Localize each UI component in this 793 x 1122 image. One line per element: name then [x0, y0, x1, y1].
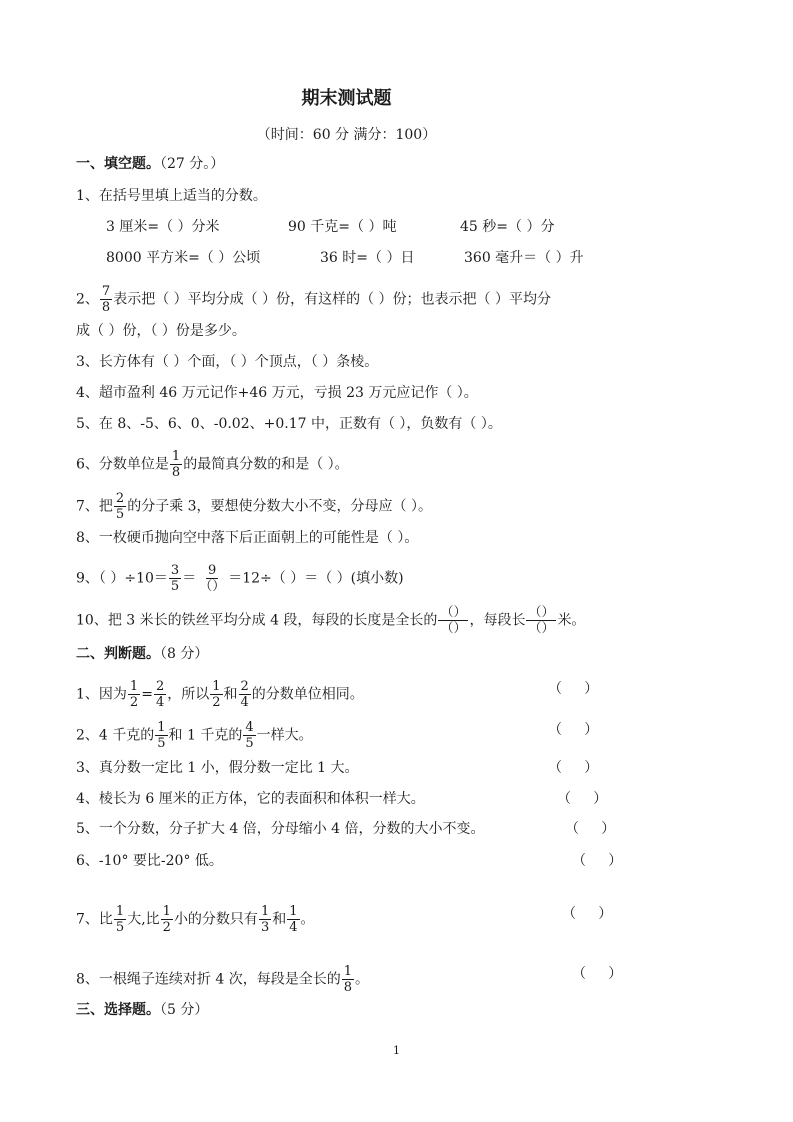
- question-3: 3、长方体有（ ）个面，（ ）个顶点，（ ）条棱。: [76, 354, 379, 370]
- question-5: 5、在 8、-5、6、0、-0.02、+0.17 中，正数有（ ），负数有（ ）。: [76, 416, 502, 432]
- page-number: 1: [393, 1044, 400, 1057]
- fraction: $\frac{1}{5}$: [157, 720, 166, 751]
- q1-item-a3: 45 秒=（ ）分: [460, 219, 555, 235]
- judge-5: 5、一个分数，分子扩大 4 倍，分母缩小 4 倍，分数的大小不变。: [76, 821, 485, 837]
- judge-6: 6、-10° 要比-20° 低。: [76, 853, 223, 869]
- judge-5-answer-blank[interactable]: （ ）: [565, 821, 616, 837]
- fraction: $\frac{1}{2}$: [212, 679, 221, 710]
- fraction-blank: （） （）: [440, 605, 467, 636]
- question-9: 9、（ ）÷10＝ $\frac{3}{5}$ ＝ 9 （） ＝12÷（ ）＝（ ）(填小数): [76, 563, 404, 594]
- q1-item-a2: 90 千克=（ ）吨: [288, 219, 397, 235]
- judge-1-answer-blank[interactable]: （ ）: [548, 681, 599, 697]
- section-true-false-heading: 二、判断题。（8 分）: [76, 646, 209, 662]
- q1-item-a1: 3 厘米=（ ）分米: [106, 219, 220, 235]
- judge-2-answer-blank[interactable]: （ ）: [548, 722, 599, 738]
- judge-6-answer-blank[interactable]: （ ）: [572, 853, 623, 869]
- fraction: $\frac{4}{5}$: [245, 720, 254, 751]
- question-1: 1、在括号里填上适当的分数。: [76, 188, 267, 204]
- judge-4-answer-blank[interactable]: （ ）: [557, 791, 608, 807]
- judge-4: 4、棱长为 6 厘米的正方体，它的表面积和体积一样大。: [76, 791, 425, 807]
- fraction: $\frac{1}{3}$: [260, 904, 270, 935]
- fraction: $\frac{7}{8}$: [101, 284, 111, 315]
- judge-7-answer-blank[interactable]: （ ）: [562, 906, 613, 922]
- judge-1: 1、因为 $\frac{1}{2}$ = $\frac{2}{4}$ ，所以 $\frac{1}{2}$ 和 $\frac{2}{4}$ 的分数单位相同。: [76, 679, 364, 710]
- judge-8-answer-blank[interactable]: （ ）: [572, 966, 623, 982]
- exam-subtitle: （时间：60 分 满分：100）: [256, 127, 437, 143]
- fraction: $\frac{1}{2}$: [162, 904, 171, 935]
- question-2-line2: 成（ ）份，（ ）份是多少。: [76, 323, 246, 339]
- judge-8: 8、一根绳子连续对折 4 次，每段是全长的 $\frac{1}{8}$ 。: [76, 964, 369, 995]
- page-title: 期末测试题: [301, 88, 392, 109]
- fraction: $\frac{3}{5}$: [170, 563, 180, 594]
- fraction: $\frac{2}{5}$: [115, 491, 125, 522]
- question-8: 8、一枚硬币抛向空中落下后正面朝上的可能性是（ ）。: [76, 530, 419, 546]
- q1-item-b2: 36 时=（ ）日: [320, 250, 415, 266]
- fraction: $\frac{2}{4}$: [240, 679, 249, 710]
- question-4: 4、超市盈利 46 万元记作+46 万元，亏损 23 万元应记作（ ）。: [76, 385, 478, 401]
- question-2: 2、 $\frac{7}{8}$ 表示把（ ）平均分成（ ）份，有这样的（ ）份；也表示把（ ）平均分: [76, 284, 552, 315]
- judge-7: 7、比 $\frac{1}{5}$ 大,比 $\frac{1}{2}$ 小的分数只有 $\frac{1}{3}$ 和 $\frac{1}{4}$ 。: [76, 904, 315, 935]
- judge-2: 2、4 千克的 $\frac{1}{5}$ 和 1 千克的 $\frac{4}{5}$ 一样大。: [76, 720, 313, 751]
- judge-3-answer-blank[interactable]: （ ）: [548, 760, 599, 776]
- question-7: 7、把 $\frac{2}{5}$ 的分子乘 3，要想使分数大小不变，分母应（ ）。: [76, 491, 433, 522]
- fraction: $\frac{1}{4}$: [289, 904, 298, 935]
- fraction: $\frac{1}{8}$: [171, 449, 181, 480]
- fraction-blank: （） （）: [528, 605, 555, 636]
- fraction: $\frac{2}{4}$: [155, 679, 165, 710]
- section-fill-blank-heading: 一、填空题。（27 分。）: [76, 156, 225, 172]
- judge-3: 3、真分数一定比 1 小，假分数一定比 1 大。: [76, 760, 359, 776]
- fraction: $\frac{1}{2}$: [129, 679, 139, 710]
- fraction: $\frac{1}{8}$: [343, 964, 352, 995]
- q1-item-b3: 360 毫升＝（ ）升: [464, 250, 584, 266]
- question-6: 6、分数单位是 $\frac{1}{8}$ 的最简真分数的和是（ ）。: [76, 449, 349, 480]
- section-choice-heading: 三、选择题。（5 分）: [76, 1002, 209, 1018]
- fraction: 9 （）: [199, 563, 226, 594]
- question-10: 10、把 3 米长的铁丝平均分成 4 段，每段的长度是全长的 （） （） ，每段长 （） （） 米。: [76, 605, 586, 636]
- q1-item-b1: 8000 平方米=（ ）公顷: [106, 250, 261, 266]
- fraction: $\frac{1}{5}$: [115, 904, 125, 935]
